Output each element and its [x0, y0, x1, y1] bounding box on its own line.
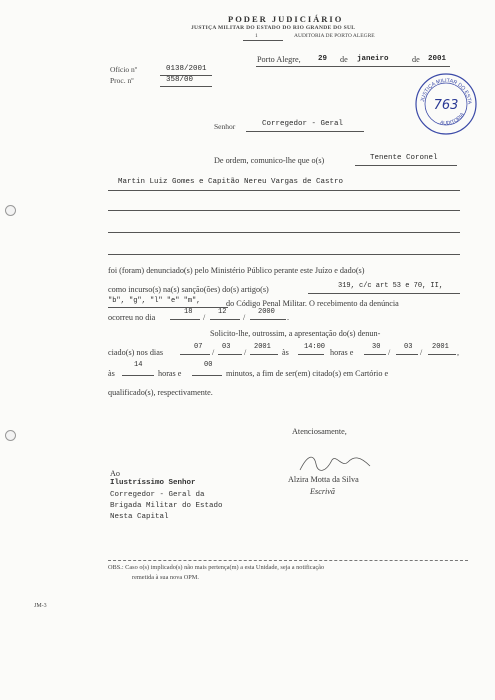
address-line1: Ilustríssimo Senhor	[110, 479, 196, 487]
obs-line1: OBS.: Caso o(s) implicado(s) não mais pertença(m) a esta Unidade, seja a notificação	[108, 564, 325, 571]
articles: 319, c/c art 53 e 70, II,	[338, 282, 444, 290]
obs-divider	[108, 560, 468, 561]
svg-text:AUDITORIA	[439, 111, 466, 126]
articles-cont: "b", "g", "l" "e" "m",	[108, 297, 201, 305]
salutation-title: Corregedor - Geral	[262, 120, 344, 128]
receipt-year: 2000	[258, 308, 275, 316]
proc-value: 358/00	[166, 76, 194, 84]
slash: /	[212, 348, 215, 357]
period: .	[287, 313, 290, 322]
slash: /	[388, 348, 391, 357]
slash: /	[203, 313, 206, 322]
as-1: às	[282, 348, 289, 357]
address-line2: Corregedor - Geral da	[110, 491, 205, 499]
as-2: às	[108, 369, 115, 378]
court-stamp	[414, 72, 478, 136]
punch-hole-bottom	[5, 430, 16, 441]
date-de-2: de	[412, 55, 420, 64]
ciado-dias-text: ciado(s) nos dias	[108, 348, 164, 357]
hearing1-time: 14:00	[304, 343, 326, 351]
ocorreu-text: ocorreu no dia	[108, 313, 156, 322]
oficio-label: Ofício nº	[110, 65, 138, 74]
address-line4: Nesta Capital	[110, 513, 169, 521]
hearing1-year: 2001	[254, 343, 271, 351]
form-code: JM-3	[34, 603, 47, 609]
header-title: PODER JUDICIÁRIO	[228, 14, 344, 24]
denounced-text: foi (foram) denunciado(s) pelo Ministério Público perante este Juízo e dado(s)	[108, 266, 365, 275]
stamp-number: 763	[433, 98, 459, 113]
slash: /	[244, 348, 247, 357]
slash: /	[420, 348, 423, 357]
hearing1-month: 03	[222, 343, 231, 351]
rank: Tenente Coronel	[370, 154, 438, 162]
intro-text: De ordem, comunico-lhe que o(s)	[214, 156, 325, 165]
obs-line2: remetida à sua nova OPM.	[132, 574, 199, 581]
solicito-text: Solicito-lhe, outrossim, a apresentação do(s) denun-	[210, 329, 381, 338]
signer-name: Alzira Motta da Silva	[288, 475, 359, 484]
comma: ,	[457, 348, 460, 357]
horas-e-2: horas e	[158, 369, 182, 378]
incurso-text: como incurso(s) na(s) sanção(ões) do(s) artigo(s)	[108, 285, 269, 294]
codigo-text: do Código Penal Militar. O recebimento da denúncia	[226, 299, 399, 308]
date-month: janeiro	[357, 55, 389, 63]
receipt-month: 12	[218, 308, 227, 316]
hearing2-year: 2001	[432, 343, 449, 351]
horas-e-1: horas e	[330, 348, 354, 357]
defendant-names: Martin Luiz Gomes e Capitão Nereu Vargas de Castro	[118, 178, 344, 186]
hearing2-month: 03	[404, 343, 413, 351]
address-ao: Ao	[110, 469, 121, 478]
receipt-day: 18	[184, 308, 193, 316]
minutos-text: minutos, a fim de ser(em) citado(s) em Cartório e	[226, 369, 389, 378]
signature	[296, 450, 376, 476]
hearing2-day: 30	[372, 343, 381, 351]
header-auditoria-number: 1	[255, 33, 258, 39]
stamp-text-bottom: AUDITORIA	[439, 111, 466, 127]
qualificado-text: qualificado(s), respectivamente.	[108, 388, 213, 397]
date-year: 2001	[428, 55, 447, 63]
hearing2-minutes: 00	[204, 361, 213, 369]
date-de-1: de	[340, 55, 348, 64]
proc-label: Proc. nº	[110, 76, 134, 85]
date-day: 29	[318, 55, 328, 63]
slash: /	[243, 313, 246, 322]
greeting: Atenciosamente,	[292, 427, 347, 436]
salutation-prefix: Senhor	[214, 122, 236, 131]
punch-hole-top	[5, 205, 16, 216]
oficio-value: 0138/2001	[166, 65, 207, 73]
address-line3: Brigada Militar do Estado	[110, 502, 223, 510]
header-court: JUSTIÇA MILITAR DO ESTADO DO RIO GRANDE DO SUL	[191, 25, 356, 31]
hearing1-day: 07	[194, 343, 203, 351]
header-auditoria: AUDITORIA DE PORTO ALEGRE	[294, 33, 375, 39]
stamp-text-top: JUSTIÇA MILITAR DO ESTA	[420, 77, 473, 105]
signer-role: Escrivã	[310, 487, 336, 496]
place: Porto Alegre,	[257, 55, 301, 64]
hearing2-hours: 14	[134, 361, 143, 369]
